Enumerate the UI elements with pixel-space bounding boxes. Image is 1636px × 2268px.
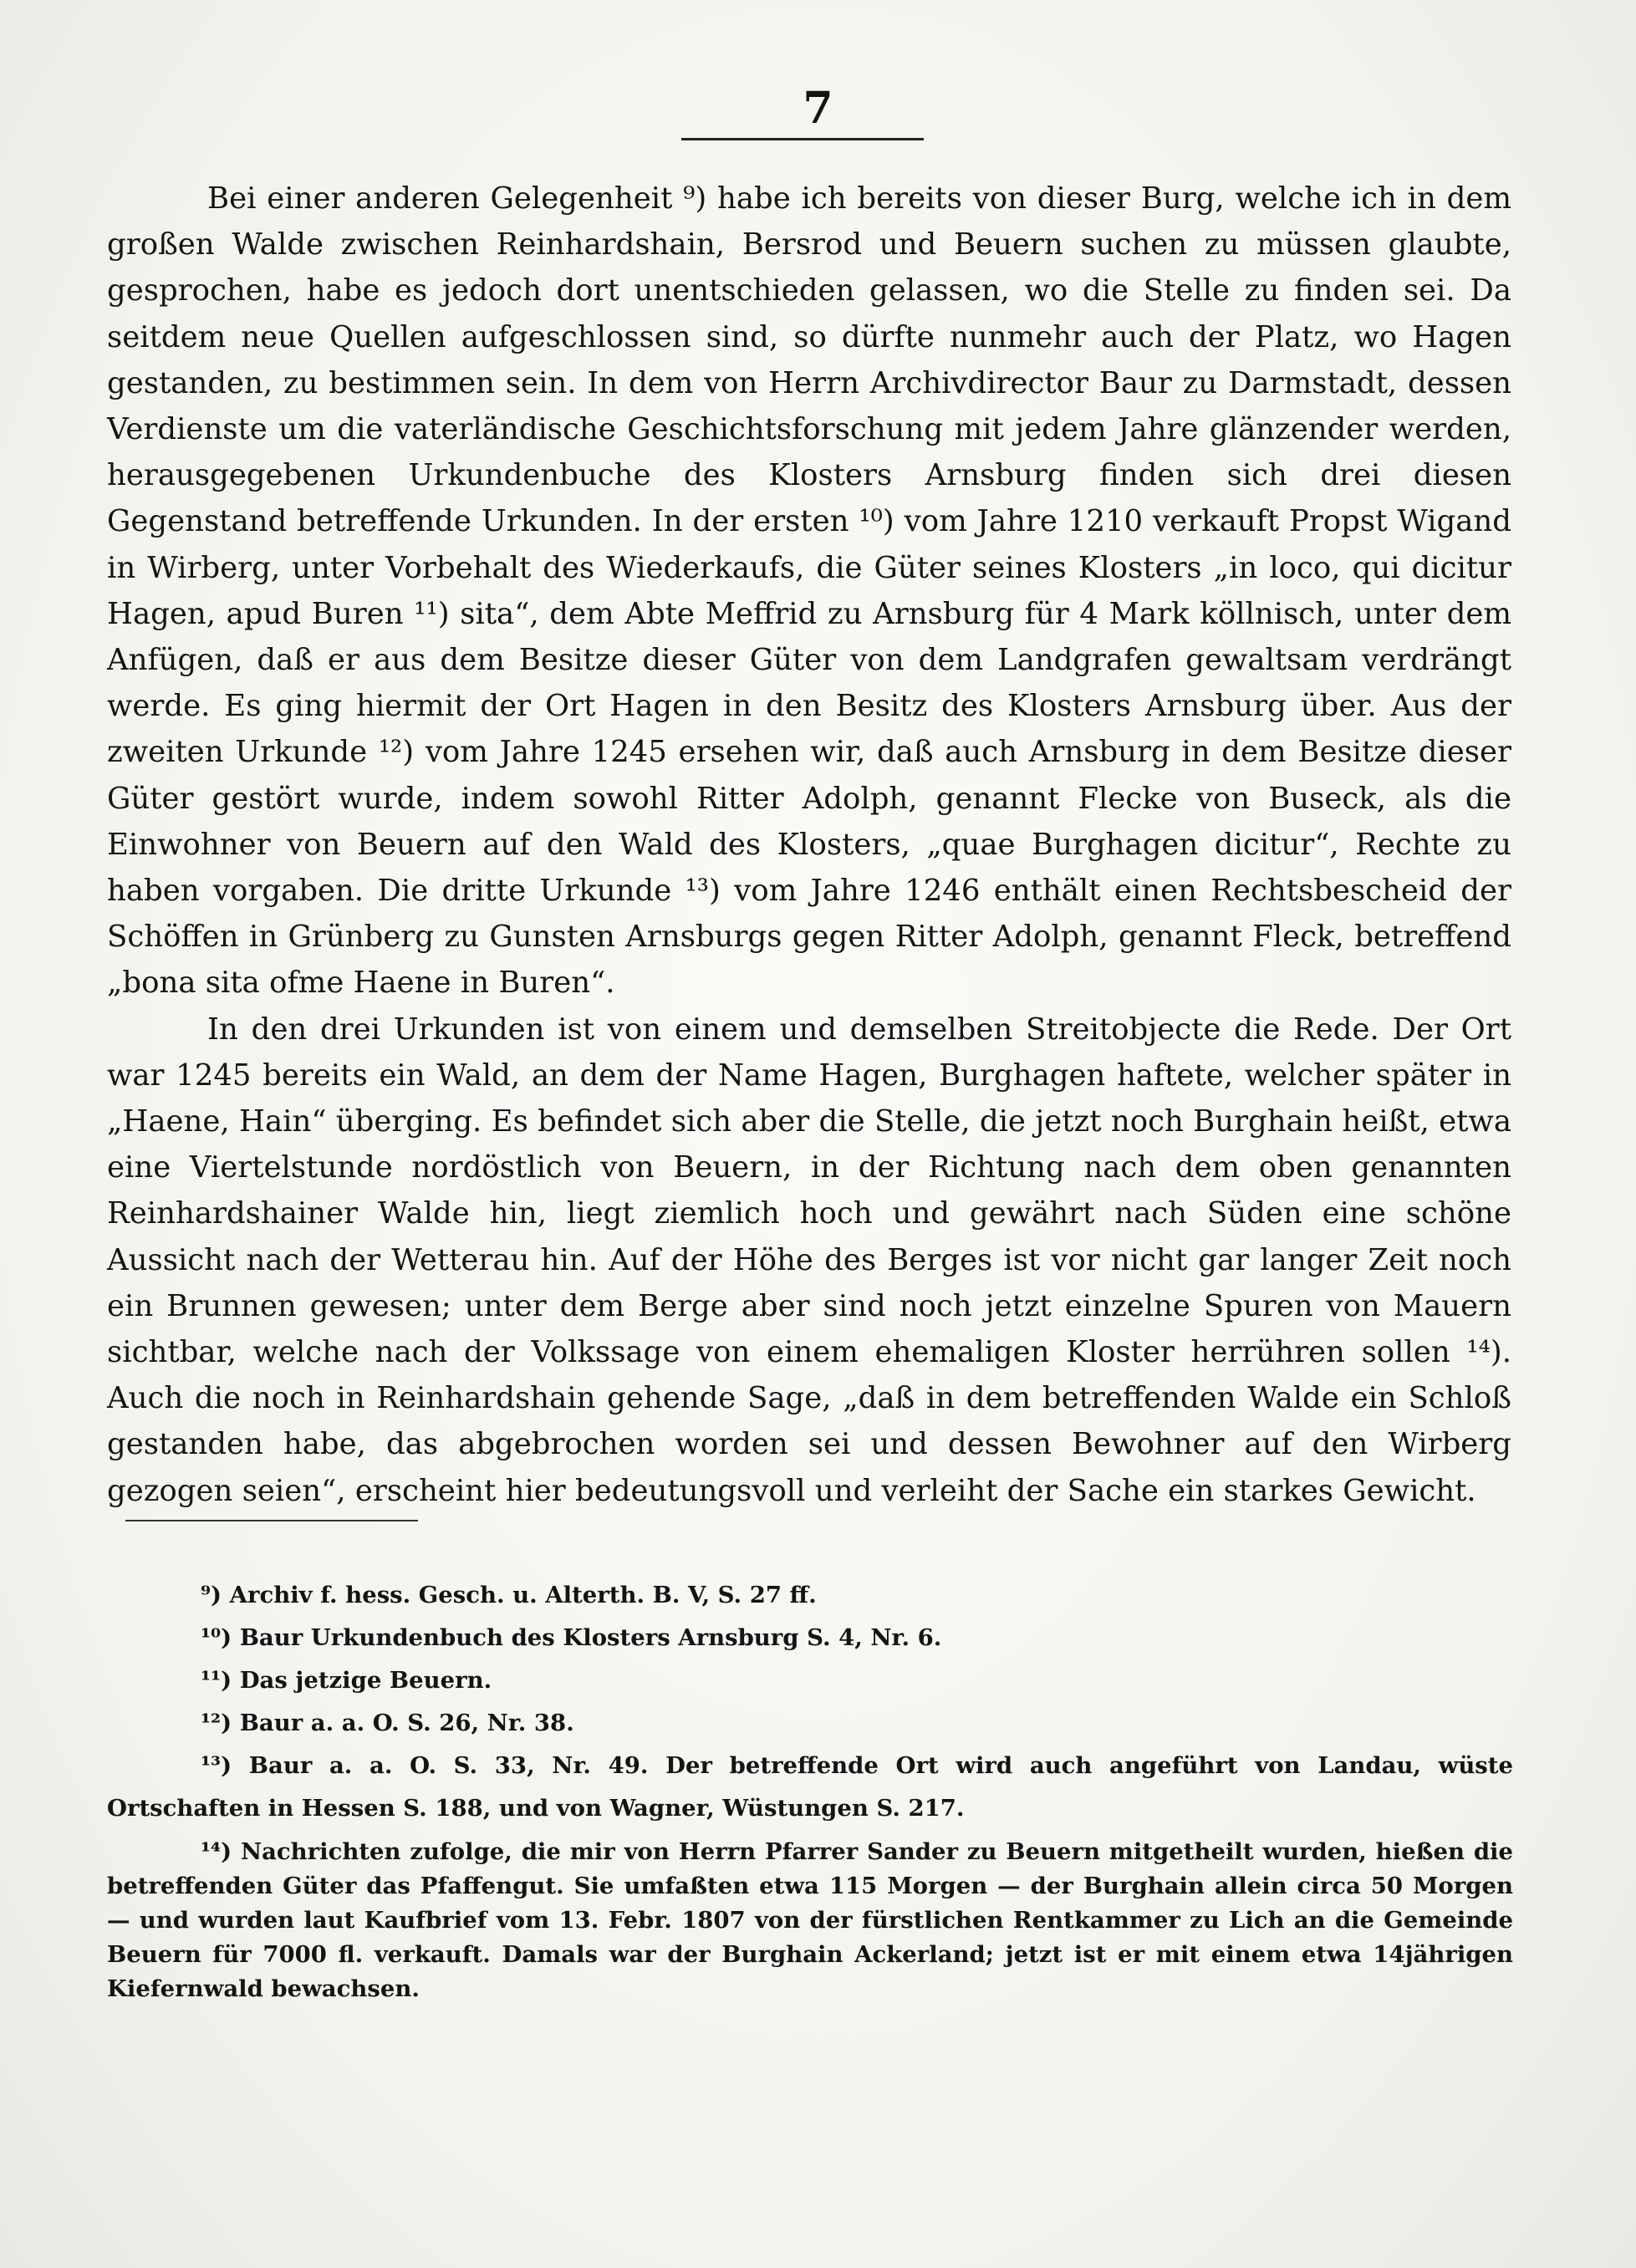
footnote-text: Nachrichten zufolge, die mir von Herrn Pfarrer Sander zu Beuern mitgetheilt wurden, hießen die betreffenden Güter das Pfaffengut. Sie umfaßten etwa 115 Morgen — der Burghain allein circa 50 Morgen — und wurden laut Kaufbrief vom 13. Febr. 1807 von der fürstlichen Rentkammer zu Lich an die Gemeinde Beuern für 7000 fl. verkauft. Damals war der Burghain Ackerland; jetzt ist er mit einem etwa 14jährigen Kiefernwald bewachsen. [107,1838,1513,2002]
footnote-rule [125,1520,418,1521]
footnote-mark: ¹⁴) [201,1838,232,1865]
page-number-rule [681,138,924,140]
footnote-mark: ¹⁰) [201,1624,232,1651]
page-number: 7 [803,83,833,134]
paragraph: Bei einer anderen Gelegenheit ⁹) habe ich bereits von dieser Burg, welche ich in dem großen Walde zwischen Reinhardshain, Bersrod und Beuern suchen zu müssen glaubte, gesprochen, habe es jedoch dort unentschieden gelassen, wo die Stelle zu finden sei. Da seitdem neue Quellen aufgeschlossen sind, so dürfte nunmehr auch der Platz, wo Hagen gestanden, zu bestimmen sein. In dem von Herrn Archivdirector Baur zu Darmstadt, dessen Verdienste um die vaterländische Geschichtsforschung mit jedem Jahre glänzender werden, herausgegebenen Urkundenbuche des Klosters Arnsburg finden sich drei diesen Gegenstand betreffende Urkunden. In der ersten ¹⁰) vom Jahre 1210 verkauft Propst Wigand in Wirberg, unter Vorbehalt des Wiederkaufs, die Güter seines Klosters „in loco, qui dicitur Hagen, apud Buren ¹¹) sita“, dem Abte Meffrid zu Arnsburg für 4 Mark köllnisch, unter dem Anfügen, daß er aus dem Besitze dieser Güter von dem Landgrafen gewaltsam verdrängt werde. Es ging hiermit der Ort Hagen in den Besitz des Klosters Arnsburg über. Aus der zweiten Urkunde ¹²) vom Jahre 1245 ersehen wir, daß auch Arnsburg in dem Besitze dieser Güter gestört wurde, indem sowohl Ritter Adolph, genannt Flecke von Buseck, als die Einwohner von Beuern auf den Wald des Klosters, „quae Burghagen dicitur“, Rechte zu haben vorgaben. Die dritte Urkunde ¹³) vom Jahre 1246 enthält einen Rechtsbescheid der Schöffen in Grünberg zu Gunsten Arnsburgs gegen Ritter Adolph, genannt Fleck, betreffend „bona sita ofme Haene in Buren“. [107,181,1511,1001]
footnote-mark: ¹³) [201,1752,232,1779]
main-text [107,176,1511,1514]
footnote-mark: ¹¹) [201,1667,232,1694]
footnote-mark: ⁹) [201,1582,222,1608]
footnote-11 [107,1659,1513,1702]
footnote-text: Baur Urkundenbuch des Klosters Arnsburg S. 4, Nr. 6. [239,1624,942,1651]
footnote-text: Das jetzige Beuern. [239,1667,492,1694]
footnote-mark: ¹²) [201,1710,232,1736]
footnotes [107,1574,1513,2006]
footnote-text: Baur a. a. O. S. 33, Nr. 49. Der betreffende Ort wird auch angeführt von Landau, wüste Ortschaften in Hessen S. 188, und von Wagner, Wüstungen S. 217. [107,1752,1513,1822]
footnote-9 [107,1574,1513,1617]
paragraph: In den drei Urkunden ist von einem und demselben Streitobjecte die Rede. Der Ort war 1245 bereits ein Wald, an dem der Name Hagen, Burghagen haftete, welcher später in „Haene, Hain“ überging. Es befindet sich aber die Stelle, die jetzt noch Burghain heißt, etwa eine Viertelstunde nordöstlich von Beuern, in der Richtung nach dem oben genannten Reinhardshainer Walde hin, liegt ziemlich hoch und gewährt nach Süden eine schöne Aussicht nach der Wetterau hin. Auf der Höhe des Berges ist vor nicht gar langer Zeit noch ein Brunnen gewesen; unter dem Berge aber sind noch jetzt einzelne Spuren von Mauern sichtbar, welche nach der Volkssage von einem ehemaligen Kloster herrühren sollen ¹⁴). Auch die noch in Reinhardshain gehende Sage, „daß in dem betreffenden Walde ein Schloß gestanden habe, das abgebrochen worden sei und dessen Bewohner auf den Wirberg gezogen seien“, erscheint hier bedeutungsvoll und verleiht der Sache ein starkes Gewicht. [107,1012,1511,1508]
footnote-12 [107,1702,1513,1745]
footnote-13 [107,1745,1513,1830]
footnote-14 [107,1835,1513,2006]
footnote-text: Archiv f. hess. Gesch. u. Alterth. B. V, S. 27 ff. [229,1582,817,1608]
footnote-10 [107,1617,1513,1659]
footnote-text: Baur a. a. O. S. 26, Nr. 38. [239,1710,574,1736]
